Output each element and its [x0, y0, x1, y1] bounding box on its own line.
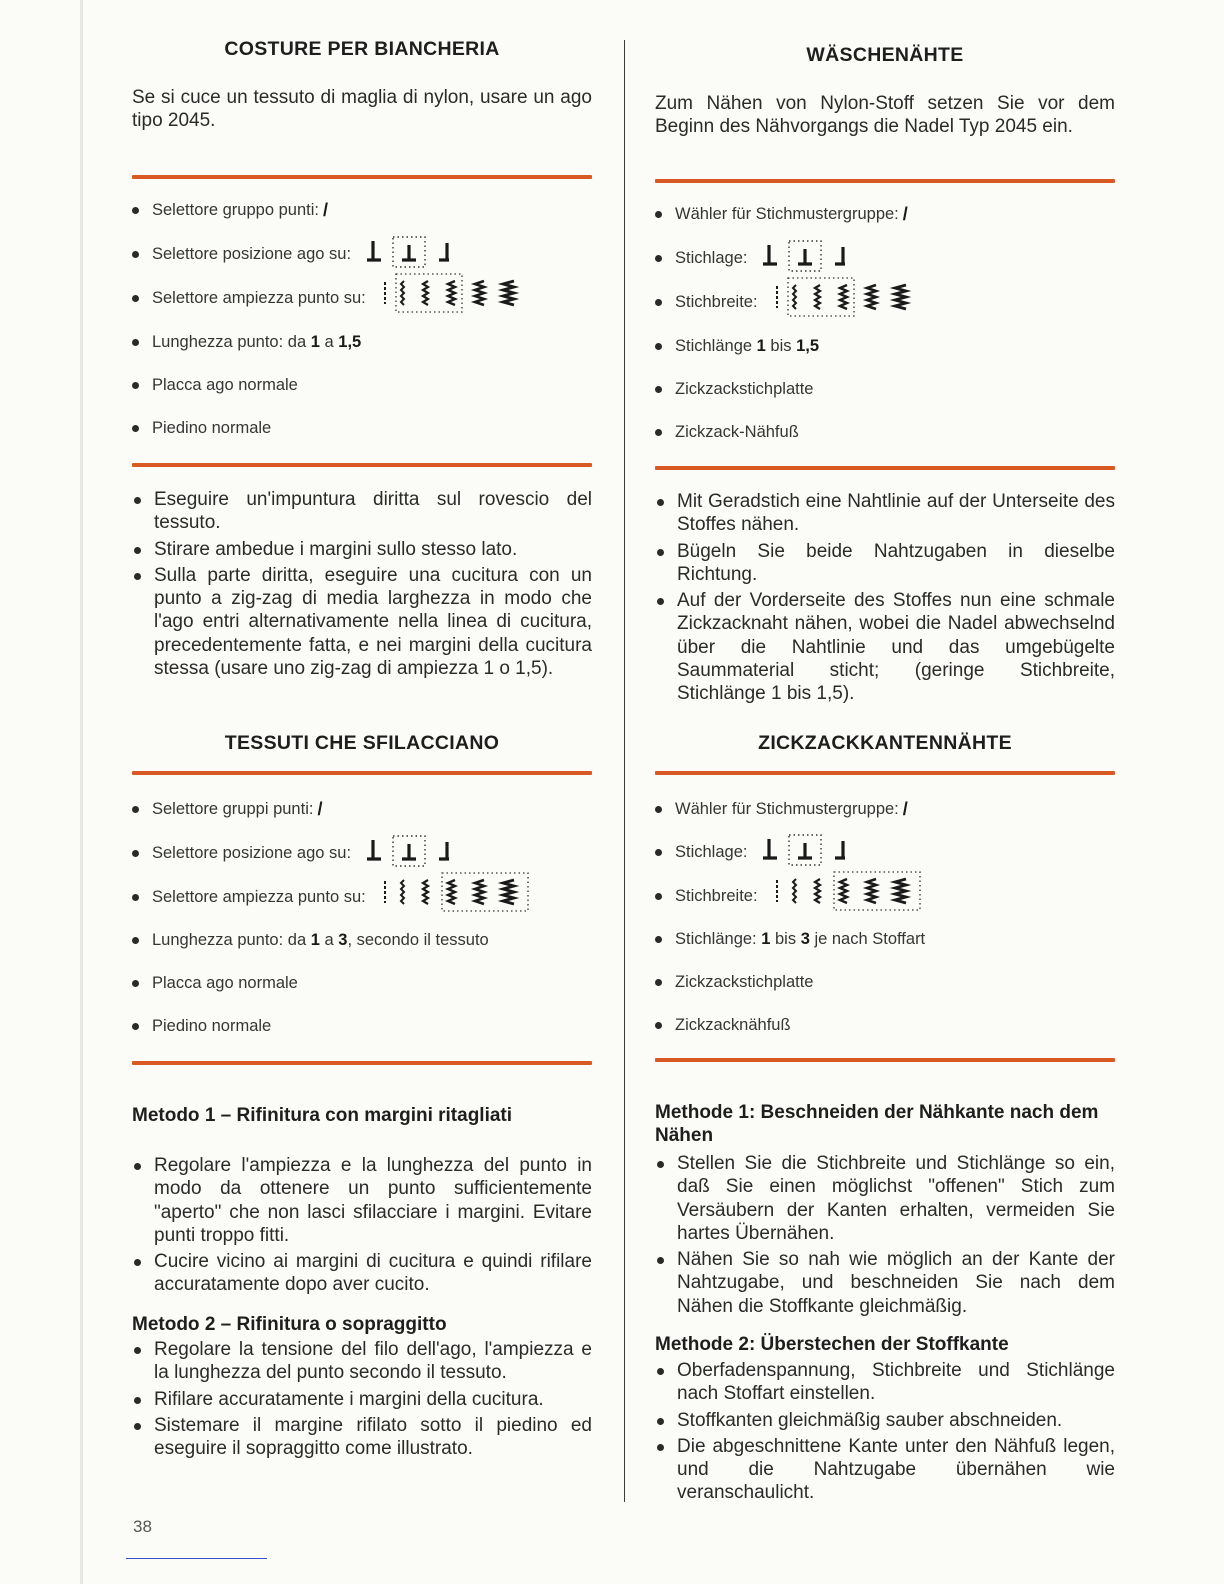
bullet-icon [655, 211, 662, 218]
spec-stitch-group: Wähler für Stichmustergruppe: / [655, 202, 1115, 226]
needle-position-icon [761, 837, 851, 867]
list-item: Cucire vicino ai margini di cucitura e quindi rifilare accuratamente dopo aver cucito. [132, 1250, 592, 1297]
spec-stitch-width: Stichbreite: [655, 884, 1115, 908]
section-title: TESSUTI CHE SFILACCIANO [224, 732, 500, 754]
list-item: Nähen Sie so nah wie möglich an der Kante der Nahtzugabe, und beschneiden Sie nach dem Nähen die Stoffkante gleichmäßig. [655, 1248, 1115, 1318]
bullet-icon [132, 850, 139, 857]
section-title: ZICKZACKKANTENNÄHTE [758, 732, 1012, 754]
spec-stitch-width: Selettore ampiezza punto su: [132, 286, 592, 310]
needle-position-icon [365, 838, 455, 868]
list-item: Eseguire un'impuntura diritta sul rovescio del tessuto. [132, 488, 592, 535]
straight-stitch-group-icon: / [902, 203, 908, 224]
stitch-width-wide-icon [380, 882, 530, 912]
spec-needle-position: Selettore posizione ago su: [132, 242, 592, 266]
spec-stitch-length: Lunghezza punto: da 1 a 3, secondo il tessuto [132, 928, 592, 952]
bullet-icon [132, 251, 139, 258]
list-item: Auf der Vorderseite des Stoffes nun eine schmale Zickzacknaht nähen, wobei die Nadel abwechselnd über die Nahtlinie und das umgebügelte Saummaterial sticht; (geringe Stichbreite, Stichlänge 1 bis 1,5). [655, 589, 1115, 705]
method-1-heading: Methode 1: Beschneiden der Nähkante nach dem Nähen [655, 1102, 1099, 1146]
spec-stitch-group: Wähler für Stichmustergruppe: / [655, 797, 1115, 821]
method-1-list [655, 1152, 1115, 1318]
bullet-icon [132, 339, 139, 346]
needle-position-icon [365, 239, 455, 269]
list-item: Stoffkanten gleichmäßig sauber abschneiden. [655, 1409, 1115, 1432]
list-item: Regolare l'ampiezza e la lunghezza del punto in modo da ottenere un punto sufficientemente "aperto" che non lasci sfilacciare i margini. Evitare punti troppo fitti. [132, 1154, 592, 1247]
section-title: COSTURE PER BIANCHERIA [224, 38, 500, 60]
page-number: 38 [133, 1517, 152, 1536]
bullet-icon [655, 343, 662, 350]
stitch-width-narrow-icon [380, 283, 530, 313]
spec-stitch-group: Selettore gruppo punti: / [132, 198, 592, 222]
bullet-icon [132, 1023, 139, 1030]
bullet-icon [132, 425, 139, 432]
straight-stitch-group-icon: / [902, 798, 908, 819]
spec-presser-foot: Piedino normale [132, 416, 592, 440]
bullet-icon [132, 806, 139, 813]
bullet-icon [655, 299, 662, 306]
straight-stitch-group-icon: / [317, 798, 323, 819]
spec-needle-plate: Placca ago normale [132, 971, 592, 995]
list-item: Stellen Sie die Stichbreite und Stichlänge so ein, daß Sie einen möglichst "offenen" Stich zum Versäubern der Kanten erhalten, vermeiden Sie hartes Übernähen. [655, 1152, 1115, 1245]
bullet-icon [655, 1022, 662, 1029]
method-1-heading: Metodo 1 – Rifinitura con margini ritagliati [132, 1105, 513, 1126]
bullet-icon [655, 386, 662, 393]
spec-needle-position: Stichlage: [655, 246, 1115, 270]
list-item: Sistemare il margine rifilato sotto il piedino ed eseguire il sopraggitto come illustrato. [132, 1414, 592, 1461]
list-item: Mit Geradstich eine Nahtlinie auf der Unterseite des Stoffes nähen. [655, 490, 1115, 537]
spec-needle-plate: Placca ago normale [132, 373, 592, 397]
bullet-icon [655, 255, 662, 262]
method-2-list [655, 1359, 1115, 1505]
page-left-edge [80, 0, 83, 1584]
list-item: Sulla parte diritta, eseguire una cucitura con un punto a zig-zag di media larghezza in modo che l'ago entri alternativamente nella linea di cucitura, precedentemente fatta, e nei margini della cucitura stessa (usare uno zig-zag di ampiezza 1 o 1,5). [132, 564, 592, 680]
bullet-icon [132, 382, 139, 389]
spec-needle-plate: Zickzackstichplatte [655, 970, 1115, 994]
bullet-icon [132, 295, 139, 302]
spec-stitch-length: Stichlänge 1 bis 1,5 [655, 334, 1115, 358]
column-divider [624, 40, 625, 1502]
bullet-icon [132, 937, 139, 944]
bullet-icon [132, 207, 139, 214]
list-item: Die abgeschnittene Kante unter den Nähfuß legen, und die Nahtzugabe übernähen wie veranschaulicht. [655, 1435, 1115, 1505]
section-rule [655, 1058, 1115, 1062]
needle-position-icon [761, 243, 851, 273]
list-item: Regolare la tensione del filo dell'ago, l'ampiezza e la lunghezza del punto secondo il tessuto. [132, 1338, 592, 1385]
bullet-icon [655, 806, 662, 813]
bullet-icon [655, 849, 662, 856]
stitch-width-wide-icon [772, 881, 922, 911]
bullet-icon [655, 979, 662, 986]
section-rule [655, 179, 1115, 183]
method-2-list [132, 1338, 592, 1460]
spec-stitch-width: Stichbreite: [655, 290, 1115, 314]
method-2-heading: Metodo 2 – Rifinitura o sopraggitto [132, 1314, 447, 1335]
instruction-list [132, 488, 592, 680]
section-rule [132, 175, 592, 179]
spec-stitch-length: Lunghezza punto: da 1 a 1,5 [132, 330, 592, 354]
bullet-icon [655, 429, 662, 436]
spec-presser-foot: Zickzack-Nähfuß [655, 420, 1115, 444]
bullet-icon [655, 893, 662, 900]
bullet-icon [132, 894, 139, 901]
bullet-icon [132, 980, 139, 987]
list-item: Rifilare accuratamente i margini della cucitura. [132, 1388, 592, 1411]
spec-stitch-width: Selettore ampiezza punto su: [132, 885, 592, 909]
section-rule [132, 771, 592, 775]
instruction-list [655, 490, 1115, 706]
list-item: Oberfadenspannung, Stichbreite und Stichlänge nach Stoffart einstellen. [655, 1359, 1115, 1406]
section-rule [655, 466, 1115, 470]
method-1-list [132, 1154, 592, 1297]
spec-presser-foot: Zickzacknähfuß [655, 1013, 1115, 1037]
bullet-icon [655, 936, 662, 943]
list-item: Bügeln Sie beide Nahtzugaben in dieselbe Richtung. [655, 540, 1115, 587]
method-2-heading: Methode 2: Überstechen der Stoffkante [655, 1334, 1009, 1355]
spec-stitch-group: Selettore gruppi punti: / [132, 797, 592, 821]
footer-underline [126, 1558, 267, 1559]
stitch-width-narrow-icon [772, 287, 922, 317]
intro-paragraph: Zum Nähen von Nylon-Stoff setzen Sie vor dem Beginn des Nähvorgangs die Nadel Typ 2045 ein. [655, 93, 1115, 137]
section-rule [655, 771, 1115, 775]
intro-paragraph: Se si cuce un tessuto di maglia di nylon, usare un ago tipo 2045. [132, 87, 592, 131]
list-item: Stirare ambedue i margini sullo stesso lato. [132, 538, 592, 561]
spec-stitch-length: Stichlänge: 1 bis 3 je nach Stoffart [655, 927, 1115, 951]
spec-needle-position: Selettore posizione ago su: [132, 841, 592, 865]
spec-needle-position: Stichlage: [655, 840, 1115, 864]
straight-stitch-group-icon: / [322, 199, 328, 220]
section-rule [132, 463, 592, 467]
spec-needle-plate: Zickzackstichplatte [655, 377, 1115, 401]
section-title: WÄSCHENÄHTE [806, 44, 964, 66]
spec-presser-foot: Piedino normale [132, 1014, 592, 1038]
section-rule [132, 1061, 592, 1065]
